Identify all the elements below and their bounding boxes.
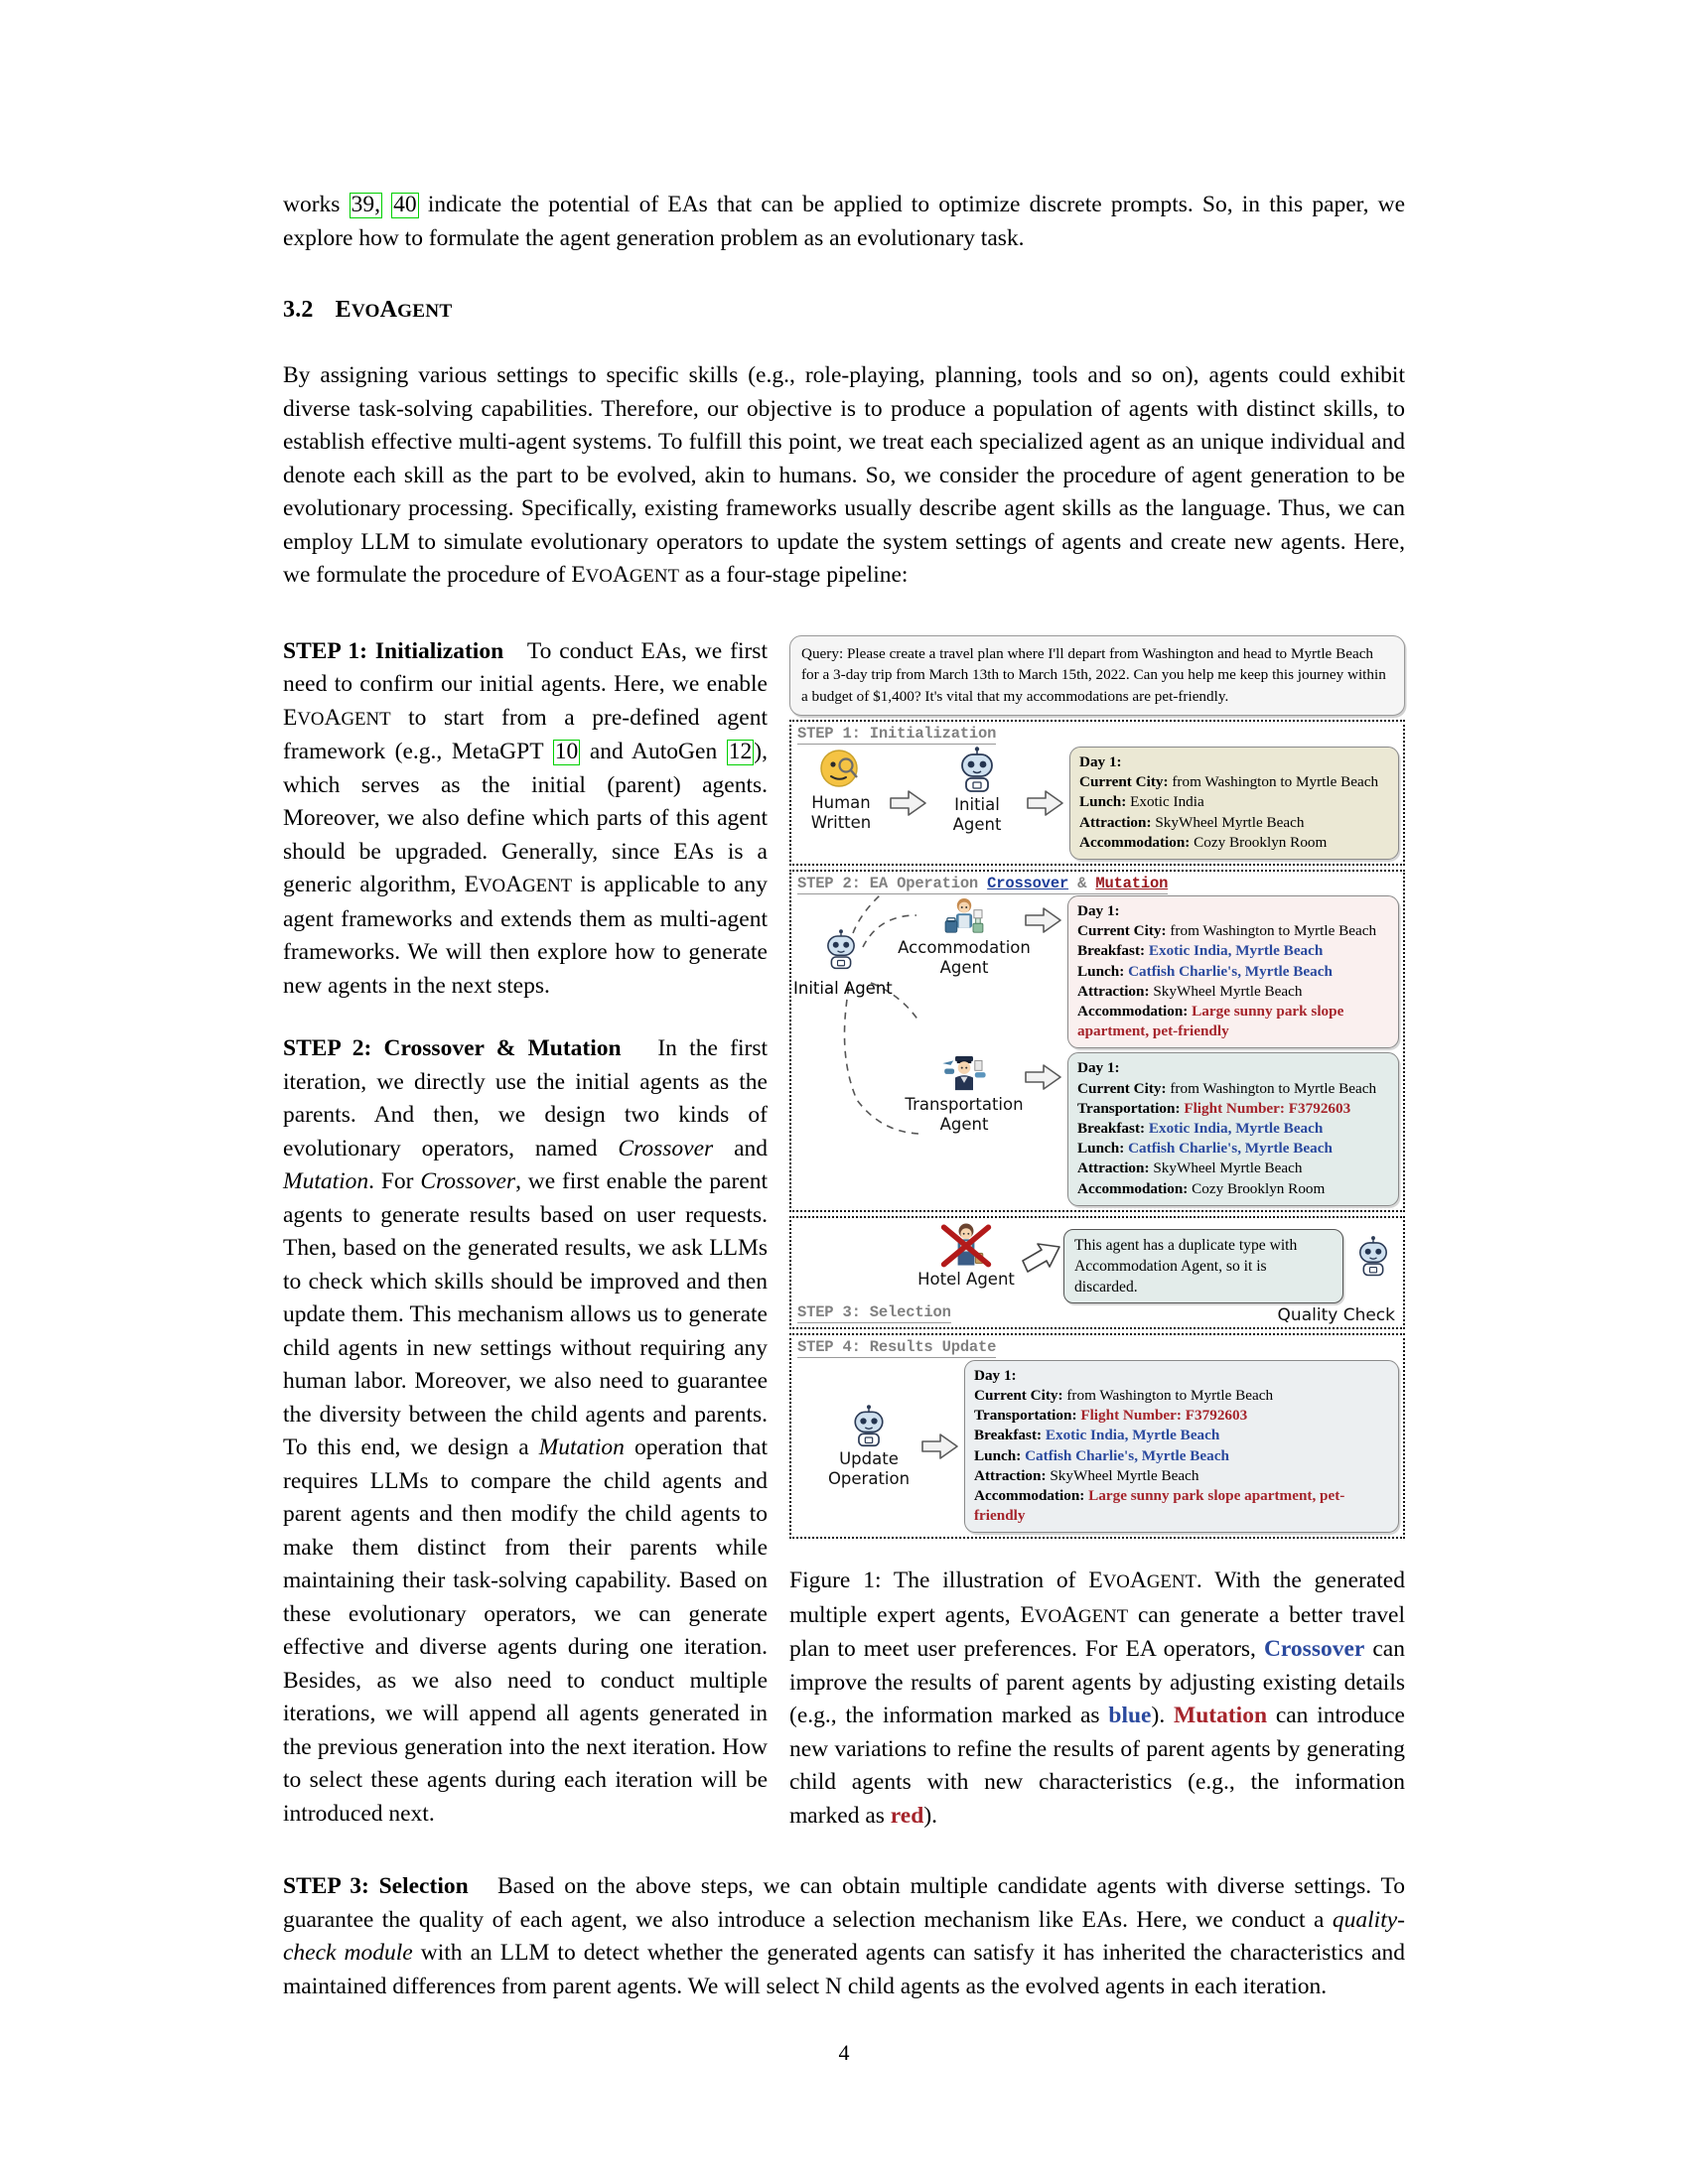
arrow-right-icon-3 — [1024, 905, 1063, 935]
step2-em-mutation-2: Mutation — [538, 1434, 625, 1460]
robot-icon-update — [846, 1405, 892, 1448]
arrow-right-icon-4 — [1024, 1062, 1063, 1092]
quality-check-bubble-line1: This agent has a duplicate type with — [1074, 1236, 1298, 1254]
caption-mid-e: can introduce new variations to refine the results of parent agents by generating child agents with new characteristics (e.g., the information marked as — [789, 1703, 1405, 1829]
plan4-row — [974, 1406, 1389, 1426]
accommodation-agent-label-line2: Agent — [939, 958, 989, 978]
plan1-key-2: Attraction: — [1079, 813, 1156, 831]
plan3-day: Day 1: — [1077, 1059, 1120, 1077]
caption-mutation: Mutation — [1174, 1703, 1268, 1729]
robot-icon-initial-agent — [819, 929, 863, 971]
plan2-row — [1077, 982, 1389, 1002]
plan4-row — [974, 1466, 1389, 1486]
human-written-label-line2: Written — [810, 813, 872, 832]
plan3-key-3: Lunch: — [1077, 1140, 1129, 1158]
caption-mid-b: can generate a better travel plan to meet user preferences. For EA operators, — [789, 1601, 1405, 1663]
figure-1 — [789, 635, 1405, 1834]
plan4-val-1: Flight Number: F3792603 — [1080, 1407, 1248, 1425]
robot-icon — [952, 747, 1002, 794]
top-paragraph — [283, 189, 1405, 255]
hotel-agent — [913, 1221, 1020, 1289]
plan-box-accommodation — [1067, 895, 1399, 1048]
top-para-before: works — [283, 192, 350, 217]
figure-step-1 — [789, 720, 1405, 866]
plan3-key-5: Accommodation: — [1077, 1179, 1193, 1197]
human-written-label-line1: Human — [811, 793, 871, 812]
plan3-val-3: Catfish Charlie's, Myrtle Beach — [1128, 1140, 1333, 1158]
caption-crossover: Crossover — [1263, 1636, 1365, 1663]
arrow-right-icon-1 — [889, 788, 928, 818]
intro-paragraph-text: By assigning various settings to specific skills (e.g., role-playing, planning, tools and so on), agents could exhibit diverse task-solving capabilities. Therefore, our objective is to produce a population of agents with distinct skills, to establish effective multi-agent systems. To fulfill this point, we treat each specialized agent as an unique individual and denote each skill as the part to be evolved, akin to humans. So, we consider the procedure of agent generation to be evolutionary processing. Specifically, existing frameworks usually describe agent skills as the language. Thus, we can employ LLM to simulate evolutionary operators to update the system settings of agents and create new agents. Here, we formulate the procedure of — [283, 362, 1405, 588]
plan4-row — [974, 1446, 1389, 1466]
plan1-val-3: Cozy Brooklyn Room — [1194, 833, 1328, 851]
step1-text-c: and AutoGen — [580, 739, 727, 764]
caption-suffix: ). — [923, 1802, 938, 1829]
step2-text-b: and — [713, 1135, 768, 1161]
hotel-agent-label: Hotel Agent — [917, 1269, 1015, 1289]
plan3-key-4: Attraction: — [1077, 1160, 1154, 1177]
plan2-key-2: Lunch: — [1077, 962, 1129, 980]
plan2-key-3: Attraction: — [1077, 982, 1154, 1000]
plan1-row — [1079, 792, 1389, 812]
step1-text-b: to start from a pre-defined agent framework (e.g., MetaGPT — [283, 704, 768, 764]
step3-text-b: with an LLM to detect whether the generated agents can satisfy it has inherited the characteristics and maintained differences from parent agents. We will select N child agents as the evolved agents in each iteration. — [283, 1940, 1406, 1999]
plan3-row — [1077, 1139, 1389, 1159]
step-2-label-amp: & — [1068, 875, 1096, 893]
section-number: 3.2 — [283, 297, 314, 323]
citation-12[interactable]: 12 — [728, 739, 753, 764]
plan-box-transportation — [1067, 1052, 1399, 1205]
update-operation-agent — [821, 1405, 916, 1488]
plan2-val-4: Large sunny park slope apartment, pet-friendly — [1077, 1003, 1344, 1040]
caption-mid-d: ). — [1151, 1703, 1175, 1729]
human-face-icon — [814, 747, 868, 792]
step1-evoagent-1: EVOAGENT — [283, 704, 391, 731]
plan3-val-1: Flight Number: F3792603 — [1184, 1099, 1351, 1117]
plan3-val-2: Exotic India, Myrtle Beach — [1148, 1120, 1324, 1138]
transportation-agent-label-line2: Agent — [939, 1115, 989, 1135]
quality-check-bubble-line2: Accommodation Agent, so it is discarded. — [1074, 1257, 1267, 1296]
step1-text-e: is applicable to any agent frameworks and extends them as multi-agent frameworks. We will then explore how to generate new agents in the next steps. — [283, 872, 768, 999]
step1-text-a: To conduct EAs, we first need to confirm our initial agents. Here, we enable — [283, 637, 768, 697]
step2-text-e: operation that requires LLMs to compare the child agents and parent agents and then modify the child agents to make them distinct from their parents while maintaining their task-solving capability. Based on these evolutionary operators, we can generate effective and diverse agents during one iteration. Besides, as we also need to conduct multiple iterations, we will append all agents generated in the previous generation into the next iteration. How to select these agents during each iteration will be introduced next. — [283, 1434, 768, 1827]
plan4-row — [974, 1486, 1389, 1526]
step1-lead: STEP 1: Initialization — [283, 637, 504, 664]
top-para-after: indicate the potential of EAs that can be applied to optimize discrete prompts. So, in this paper, we explore how to formulate the agent generation problem as an evolutionary task. — [283, 192, 1406, 251]
section-title — [336, 297, 453, 323]
plan2-row — [1077, 921, 1389, 941]
step-2-label-crossover: Crossover — [987, 875, 1069, 893]
step3-text-a: Based on the above steps, we can obtain multiple candidate agents with diverse settings. To guarantee the quality of each agent, we also introduce a selection mechanism like EAs. Here, we conduct a — [283, 1873, 1405, 1933]
caption-red-word: red — [890, 1802, 924, 1829]
arrow-right-icon-2 — [1026, 788, 1065, 818]
intro-paragraph — [283, 359, 1405, 594]
step-2-label-mutation: Mutation — [1095, 875, 1169, 893]
initial-agent-label: Initial Agent — [793, 979, 893, 999]
intro-paragraph-tail: as a four-stage pipeline: — [678, 562, 909, 588]
step-2-label-prefix: STEP 2: EA Operation — [797, 875, 988, 893]
figure-text-wrap-region — [283, 635, 1405, 1832]
plan1-row — [1079, 813, 1389, 833]
plan4-val-5: Large sunny park slope apartment, pet-friendly — [974, 1487, 1345, 1525]
caption-evoagent-1: EVOAGENT — [1088, 1568, 1196, 1594]
plan2-row — [1077, 941, 1389, 961]
step-3-label: STEP 3: Selection — [797, 1302, 951, 1321]
plan1-key-1: Lunch: — [1079, 793, 1131, 811]
plan4-key-1: Transportation: — [974, 1407, 1081, 1425]
figure-step-4 — [789, 1333, 1405, 1540]
arrow-right-outline-icon — [1020, 1241, 1063, 1275]
initial-agent-label-line2: Agent — [952, 815, 1002, 834]
evoagent-smallcaps: EVOAGENT — [571, 562, 679, 588]
plan3-row — [1077, 1159, 1389, 1178]
section-title-vo: VO — [351, 301, 380, 322]
step-1-label: STEP 1: Initialization — [797, 725, 997, 743]
plan3-val-0: from Washington to Myrtle Beach — [1170, 1079, 1377, 1097]
plan2-row — [1077, 1002, 1389, 1041]
step2-em-crossover: Crossover — [618, 1135, 714, 1161]
plan1-key-0: Current City: — [1079, 773, 1173, 791]
quality-check-bubble — [1063, 1229, 1343, 1303]
plan2-key-0: Current City: — [1077, 922, 1171, 940]
step3-em-module: quality-check module — [283, 1906, 1405, 1966]
plan3-val-4: SkyWheel Myrtle Beach — [1153, 1160, 1303, 1177]
plan3-key-2: Breakfast: — [1077, 1120, 1149, 1138]
hotel-agent-icon — [938, 1221, 994, 1269]
plan4-key-3: Lunch: — [974, 1446, 1026, 1464]
plan1-day: Day 1: — [1079, 753, 1122, 770]
figure-step-3 — [789, 1216, 1405, 1329]
citation-39[interactable]: 39, — [351, 192, 380, 217]
plan4-row — [974, 1386, 1389, 1406]
plan2-key-4: Accommodation: — [1077, 1003, 1193, 1021]
quality-check-label: Quality Check — [1277, 1304, 1395, 1325]
plan4-day: Day 1: — [974, 1366, 1017, 1384]
initial-agent-step1 — [932, 747, 1022, 834]
plan2-key-1: Breakfast: — [1077, 942, 1149, 960]
caption-prefix: Figure 1: The illustration of — [789, 1568, 1089, 1594]
figure-step-2 — [789, 870, 1405, 1212]
plan2-val-1: Exotic India, Myrtle Beach — [1148, 942, 1324, 960]
accommodation-agent-label-line1: Accommodation — [898, 938, 1031, 958]
step3-paragraph — [283, 1870, 1405, 2003]
paper-page — [283, 189, 1405, 2095]
step-4-label: STEP 4: Results Update — [797, 1337, 997, 1356]
human-written-agent — [797, 747, 885, 832]
caption-evoagent-2: EVOAGENT — [1020, 1601, 1129, 1628]
figure-caption — [789, 1565, 1405, 1833]
caption-mid-a: . With the generated multiple expert agents, — [789, 1568, 1405, 1628]
update-label-line1: Update — [839, 1449, 899, 1469]
caption-mid-c: can improve the results of parent agents by adjusting existing details (e.g., the information marked as — [789, 1636, 1405, 1729]
quality-check-robot — [1351, 1235, 1395, 1279]
step2-text-a: In the first iteration, we directly use the initial agents as the parents. And then, we design two kinds of evolutionary operators, named — [283, 1035, 769, 1161]
plan4-val-4: SkyWheel Myrtle Beach — [1050, 1466, 1199, 1484]
section-title-e: E — [335, 297, 352, 323]
step1-text-d: ), which serves as the initial (parent) agents. Moreover, we also define which parts of this agent should be upgraded. Generally, since EAs is a generic algorithm, — [283, 739, 768, 897]
arrow-right-icon-5 — [920, 1432, 960, 1461]
plan4-key-5: Accommodation: — [974, 1487, 1089, 1505]
plan1-val-0: from Washington to Myrtle Beach — [1172, 773, 1379, 791]
section-title-a: A — [379, 297, 398, 323]
plan1-row — [1079, 833, 1389, 853]
plan3-key-1: Transportation: — [1077, 1099, 1185, 1117]
plan3-row — [1077, 1179, 1389, 1199]
plan-box-initial — [1069, 747, 1399, 860]
query-box: Query: Please create a travel plan where I'll depart from Washington and head to Myrtle Beach for a 3-day trip from March 13th to March 15th, 2022. Can you help me keep this journey within a budget of $1,400? It's vital that my accommodations are pet-friendly. — [789, 635, 1405, 717]
plan1-val-1: Exotic India — [1130, 793, 1204, 811]
plan2-day: Day 1: — [1077, 902, 1120, 920]
plan2-val-3: SkyWheel Myrtle Beach — [1153, 982, 1303, 1000]
plan4-key-4: Attraction: — [974, 1466, 1051, 1484]
step3-lead: STEP 3: Selection — [283, 1873, 469, 1899]
step2-em-crossover-2: Crossover — [420, 1168, 516, 1194]
plan3-row — [1077, 1099, 1389, 1119]
plan3-val-5: Cozy Brooklyn Room — [1192, 1179, 1326, 1197]
page-number: 4 — [838, 2040, 850, 2065]
transportation-agent-label-line1: Transportation — [905, 1095, 1024, 1115]
robot-icon-quality-check — [1351, 1235, 1395, 1279]
plan1-key-3: Accommodation: — [1079, 833, 1195, 851]
step2-em-mutation: Mutation — [283, 1168, 369, 1194]
caption-blue-word: blue — [1108, 1703, 1152, 1729]
step2-text-d: , we first enable the parent agents to generate results based on user requests. Then, based on the generated results, we ask LLMs to check which skills should be improved and then update them. This mechanism allows us to generate child agents in new settings without requiring any human labor. Moreover, we also need to guarantee the diversity between the child agents and parents. To this end, we design a — [283, 1168, 768, 1460]
plan3-row — [1077, 1119, 1389, 1139]
plan4-val-2: Exotic India, Myrtle Beach — [1045, 1427, 1220, 1444]
step2-lead: STEP 2: Crossover & Mutation — [283, 1035, 622, 1061]
step1-evoagent-2: EVOAGENT — [464, 872, 573, 897]
step2-text-c: . For — [368, 1168, 421, 1194]
plan1-val-2: SkyWheel Myrtle Beach — [1155, 813, 1305, 831]
citation-10[interactable]: 10 — [554, 739, 579, 764]
section-heading-3-2 — [283, 297, 1405, 324]
update-label-line2: Operation — [827, 1469, 911, 1489]
plan3-key-0: Current City: — [1077, 1079, 1171, 1097]
initial-agent-label-line1: Initial — [954, 795, 1000, 814]
step-2-label — [797, 875, 1168, 894]
plan2-val-2: Catfish Charlie's, Myrtle Beach — [1128, 962, 1333, 980]
plan4-val-3: Catfish Charlie's, Myrtle Beach — [1025, 1446, 1229, 1464]
plan-box-updated — [964, 1360, 1399, 1534]
plan4-key-0: Current City: — [974, 1387, 1067, 1405]
plan1-row — [1079, 772, 1389, 792]
plan2-row — [1077, 962, 1389, 982]
plan4-row — [974, 1426, 1389, 1445]
plan4-val-0: from Washington to Myrtle Beach — [1066, 1387, 1274, 1405]
plan4-key-2: Breakfast: — [974, 1427, 1046, 1444]
citation-40[interactable]: 40 — [393, 192, 417, 217]
plan3-row — [1077, 1079, 1389, 1099]
section-title-gent: GENT — [397, 301, 453, 322]
plan2-val-0: from Washington to Myrtle Beach — [1170, 922, 1377, 940]
